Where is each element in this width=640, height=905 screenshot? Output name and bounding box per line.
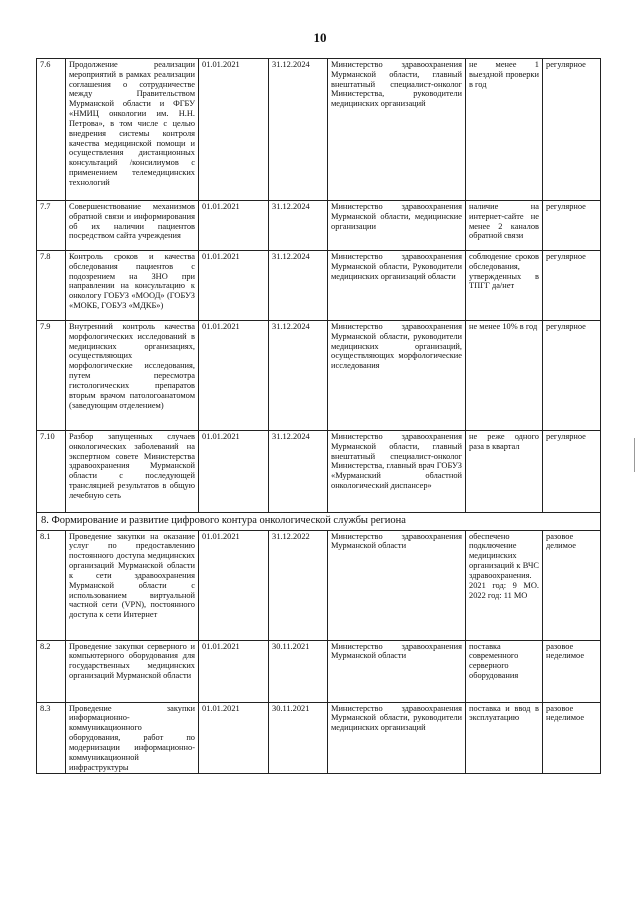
- result-cell: поставка и ввод в эксплуатацию: [466, 702, 543, 774]
- table-row: [37, 702, 601, 774]
- responsible-cell: Министерство здравоохранения Мурманской области, руководители медицинских организаций, осуществляющих морфологические исследования: [328, 321, 466, 431]
- row-number: 8.3: [37, 702, 66, 774]
- section-heading-row: [37, 513, 601, 531]
- measure-cell: Внутренний контроль качества морфологических исследований в медицинских организациях, осуществляющих морфологические исследования, путем пересмотра гистологических препаратов вторым врачом патологоанатомом (заведующим отделением): [66, 321, 199, 431]
- row-number: 7.7: [37, 201, 66, 251]
- page-number: 10: [313, 30, 327, 45]
- result-cell: не менее 1 выездной проверки в год: [466, 59, 543, 201]
- row-number: 8.2: [37, 640, 66, 702]
- start-date-cell: 01.01.2021: [199, 251, 269, 321]
- start-date-cell: 01.01.2021: [199, 59, 269, 201]
- end-date-cell: 31.12.2024: [269, 431, 328, 513]
- result-cell: не реже одного раза в квартал: [466, 431, 543, 513]
- type-cell: регулярное: [543, 321, 601, 431]
- measure-cell: Проведение закупки серверного и компьютерного оборудования для государственных медицинских организаций Мурманской области: [66, 640, 199, 702]
- result-cell: соблюдение сроков обследования, утвержденных в ТПГГ да/нет: [466, 251, 543, 321]
- result-cell: поставка современного серверного оборудования: [466, 640, 543, 702]
- measure-cell: Проведение закупки информационно-коммуникационного оборудования, работ по модернизации информационно-коммуникационной инфраструктуры: [66, 702, 199, 774]
- responsible-cell: Министерство здравоохранения Мурманской области, главный внештатный специалист-онколог Министерства, главный врач ГОБУЗ «Мурманский областной онкологический диспансер»: [328, 431, 466, 513]
- start-date-cell: 01.01.2021: [199, 530, 269, 640]
- type-cell: регулярное: [543, 201, 601, 251]
- measure-cell: Продолжение реализации мероприятий в рамках реализации соглашения о сотрудничестве между Правительством Мурманской области и ФГБУ «НМИЦ онкологии им. Н.Н. Петрова», в том числе с целью внедрения системы контроля качества медицинской помощи и осуществления дистанционных консультаций /консилиумов с применением телемедицинских технологий: [66, 59, 199, 201]
- type-cell: регулярное: [543, 59, 601, 201]
- measure-cell: Разбор запущенных случаев онкологических заболеваний на экспертном совете Министерства здравоохранения Мурманской области с последующей трансляцией результатов в общую лечебную сеть: [66, 431, 199, 513]
- responsible-cell: Министерство здравоохранения Мурманской области: [328, 640, 466, 702]
- end-date-cell: 30.11.2021: [269, 702, 328, 774]
- section-heading: 8. Формирование и развитие цифрового контура онкологической службы региона: [37, 513, 601, 531]
- measure-cell: Контроль сроков и качества обследования пациентов с подозрением на ЗНО при направлении на консультацию к онкологу ГОБУЗ «МООД» (ГОБУЗ «МОКБ, ГОБУЗ «МДКБ»): [66, 251, 199, 321]
- type-cell: разовое делимое: [543, 530, 601, 640]
- result-cell: не менее 10% в год: [466, 321, 543, 431]
- table-row: [37, 530, 601, 640]
- start-date-cell: 01.01.2021: [199, 640, 269, 702]
- table-row: [37, 321, 601, 431]
- end-date-cell: 31.12.2022: [269, 530, 328, 640]
- table-row: [37, 431, 601, 513]
- type-cell: разовое неделимое: [543, 702, 601, 774]
- table-row: [37, 59, 601, 201]
- table-row: [37, 640, 601, 702]
- measure-cell: Совершенствование механизмов обратной связи и информирования об их наличии пациентов посредством сайта учреждения: [66, 201, 199, 251]
- responsible-cell: Министерство здравоохранения Мурманской области: [328, 530, 466, 640]
- table-row: [37, 251, 601, 321]
- end-date-cell: 31.12.2024: [269, 201, 328, 251]
- end-date-cell: 31.12.2024: [269, 321, 328, 431]
- result-cell: обеспечено подключение медицинских организаций к ВЧС здравоохранения. 2021 год: 9 МО. 2022 год: 11 МО: [466, 530, 543, 640]
- row-number: 7.10: [37, 431, 66, 513]
- type-cell: разовое неделимое: [543, 640, 601, 702]
- type-cell: регулярное: [543, 251, 601, 321]
- start-date-cell: 01.01.2021: [199, 702, 269, 774]
- row-number: 7.6: [37, 59, 66, 201]
- end-date-cell: 31.12.2024: [269, 251, 328, 321]
- end-date-cell: 30.11.2021: [269, 640, 328, 702]
- scan-edge-mark: [634, 438, 635, 472]
- start-date-cell: 01.01.2021: [199, 201, 269, 251]
- end-date-cell: 31.12.2024: [269, 59, 328, 201]
- result-cell: наличие на интернет-сайте не менее 2 каналов обратной связи: [466, 201, 543, 251]
- row-number: 8.1: [37, 530, 66, 640]
- row-number: 7.9: [37, 321, 66, 431]
- row-number: 7.8: [37, 251, 66, 321]
- start-date-cell: 01.01.2021: [199, 321, 269, 431]
- table-row: [37, 201, 601, 251]
- measures-table: [36, 58, 601, 774]
- start-date-cell: 01.01.2021: [199, 431, 269, 513]
- responsible-cell: Министерство здравоохранения Мурманской области, руководители медицинских организаций: [328, 702, 466, 774]
- type-cell: регулярное: [543, 431, 601, 513]
- measure-cell: Проведение закупки на оказание услуг по предоставлению постоянного доступа медицинских организаций Мурманской области к сети здравоохранения Мурманской области с использованием виртуальной частной сети (VPN), постоянного доступа к сети Интернет: [66, 530, 199, 640]
- responsible-cell: Министерство здравоохранения Мурманской области, главный внештатный специалист-онколог Министерства, руководители медицинских организаций: [328, 59, 466, 201]
- responsible-cell: Министерство здравоохранения Мурманской области, медицинские организации: [328, 201, 466, 251]
- responsible-cell: Министерство здравоохранения Мурманской области, Руководители медицинских организаций области: [328, 251, 466, 321]
